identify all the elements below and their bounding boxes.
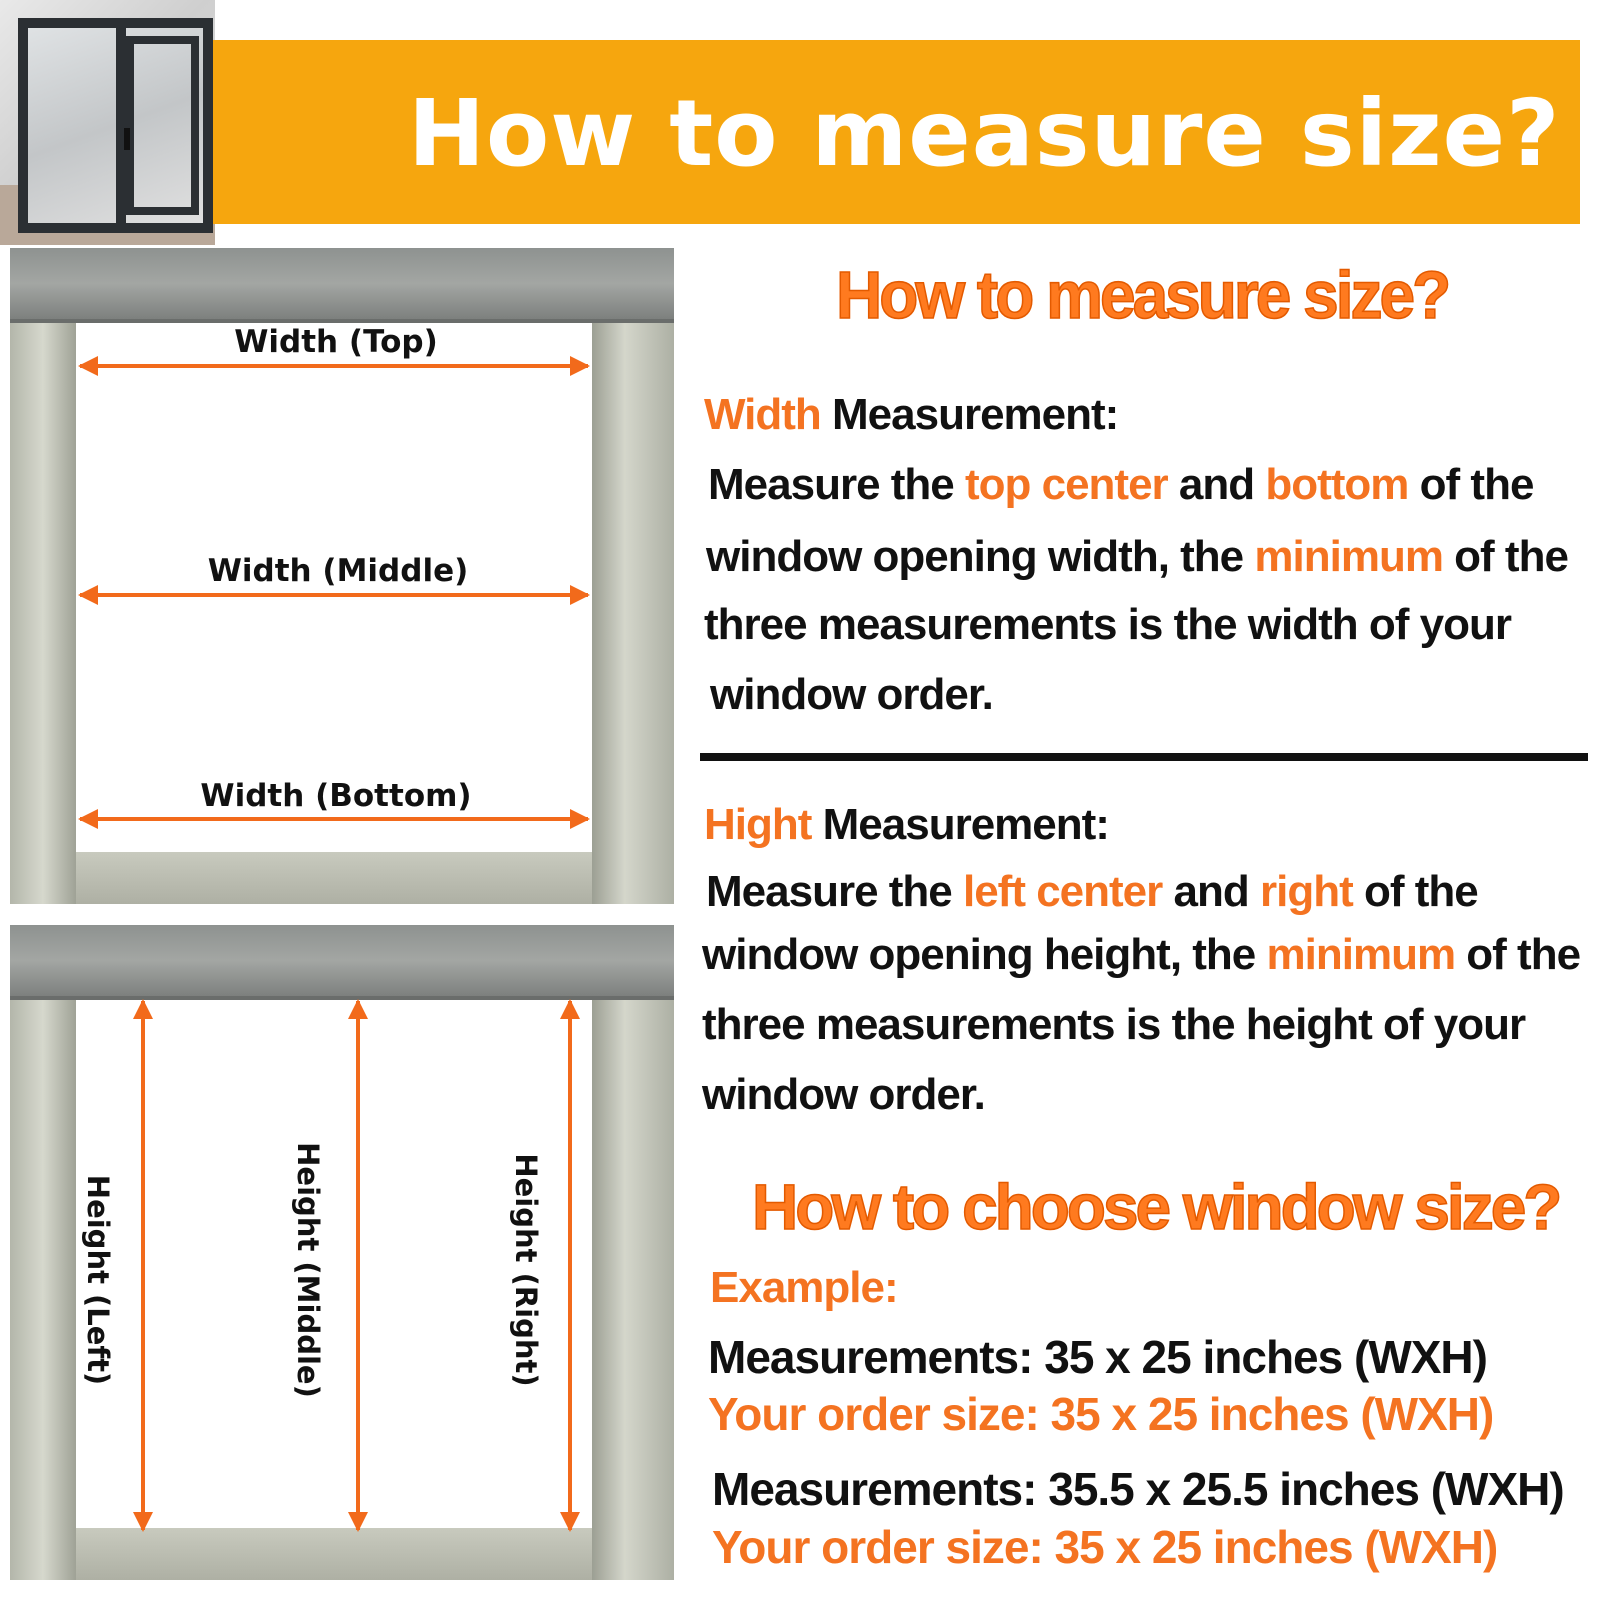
height-title-highlight: Hight [704, 800, 812, 849]
height-line-2 [702, 930, 1580, 980]
text-segment: Measure the [706, 867, 963, 916]
section-divider [700, 753, 1588, 761]
text-segment: of the [1408, 460, 1534, 509]
width-line-4: window order. [710, 670, 993, 719]
text-segment: Measure the [708, 460, 965, 509]
width-title-rest: Measurement: [820, 390, 1119, 439]
thumbnail-sash [126, 36, 199, 215]
text-segment: of the [1442, 532, 1568, 581]
text-segment: and [1167, 460, 1266, 509]
thumbnail-handle [124, 128, 130, 150]
window-thumbnail [0, 0, 215, 245]
banner-title: How to measure size? [408, 80, 1561, 187]
title-banner [213, 40, 1580, 224]
width-line-3: three measurements is the width of your [704, 600, 1511, 649]
width-middle-label: Width (Middle) [207, 553, 469, 589]
width-line-1 [708, 460, 1533, 510]
text-segment: window opening width, the [706, 532, 1255, 581]
example-2-measurements: Measurements: 35.5 x 25.5 inches (WXH) [712, 1463, 1564, 1515]
example-label: Example: [710, 1263, 898, 1312]
width-line-2 [706, 532, 1568, 582]
text-segment: of the [1455, 930, 1581, 979]
text-segment: and [1162, 867, 1260, 916]
height-left-label: Height (Left) [81, 1174, 115, 1386]
thumbnail-mullion [116, 28, 126, 223]
choose-heading: How to choose window size? [752, 1171, 1560, 1243]
width-top-label: Width (Top) [234, 324, 438, 360]
height-right-label: Height (Right) [509, 1153, 543, 1387]
width-bottom-label: Width (Bottom) [200, 778, 472, 814]
highlight-right: right [1259, 867, 1353, 916]
highlight-left-center: left center [962, 867, 1163, 916]
width-section-title [704, 390, 1118, 440]
height-diagram-panel [10, 925, 674, 1580]
width-diagram-panel [10, 248, 674, 904]
thumbnail-window-frame [18, 18, 213, 233]
text-segment: window opening height, the [702, 930, 1267, 979]
height-line-1 [706, 867, 1478, 917]
example-1-measurements: Measurements: 35 x 25 inches (WXH) [708, 1331, 1487, 1383]
text-segment: of the [1352, 867, 1478, 916]
height-middle-label: Height (Middle) [291, 1142, 325, 1398]
height-line-3: three measurements is the height of your [702, 1000, 1526, 1049]
width-title-highlight: Width [704, 390, 821, 439]
example-1-order-size: Your order size: 35 x 25 inches (WXH) [708, 1388, 1494, 1440]
example-2-order-size: Your order size: 35 x 25 inches (WXH) [712, 1521, 1498, 1573]
measure-heading: How to measure size? [836, 257, 1449, 333]
height-section-title [704, 800, 1109, 850]
highlight-minimum: minimum [1266, 930, 1456, 979]
highlight-minimum: minimum [1254, 532, 1443, 581]
height-title-rest: Measurement: [811, 800, 1109, 849]
highlight-top-center: top center [964, 460, 1168, 509]
height-line-4: window order. [702, 1070, 985, 1119]
highlight-bottom: bottom [1265, 460, 1409, 509]
